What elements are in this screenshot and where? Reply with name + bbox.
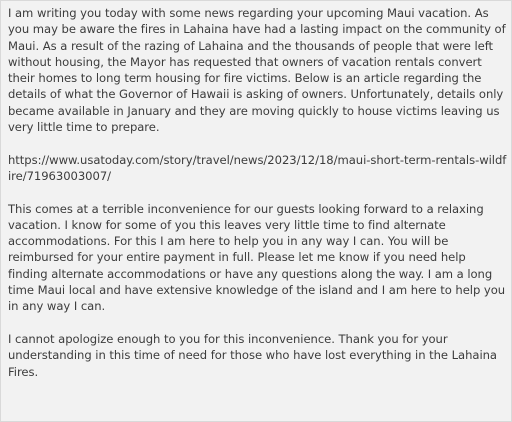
article-link[interactable]: https://www.usatoday.com/story/travel/news/2023/12/18/maui-short-term-rentals-wildfire/71963003007/ (8, 152, 507, 183)
message-paragraph-inconvenience: This comes at a terrible inconvenience for our guests looking forward to a relaxing vacation. I know for some of you this leaves very little time to find alternate accommodations. For this I am here to help you in any way I can. You will be reimbursed for your entire payment in full. Please let me know if you need help finding alternate accommodations or have any questions along the way. I am a long time Maui local and have extensive knowledge of the island and I am here to help you in any way I can. (8, 201, 506, 314)
message-paragraph-apology: I cannot apologize enough to you for this inconvenience. Thank you for your understanding in this time of need for those who have lost everything in the Lahaina Fires. (8, 331, 497, 379)
message-body (8, 5, 508, 380)
message-paragraph-intro: I am writing you today with some news regarding your upcoming Maui vacation. As you may be aware the fires in Lahaina have had a lasting impact on the community of Maui. As a result of the razing of Lahaina and the thousands of people that were left without housing, the Mayor has requested that owners of vacation rentals convert their homes to long term housing for fire victims. Below is an article regarding the details of what the Governor of Hawaii is asking of owners. Unfortunately, details only became available in January and they are moving quickly to house victims leaving us very little time to prepare. (8, 6, 506, 135)
